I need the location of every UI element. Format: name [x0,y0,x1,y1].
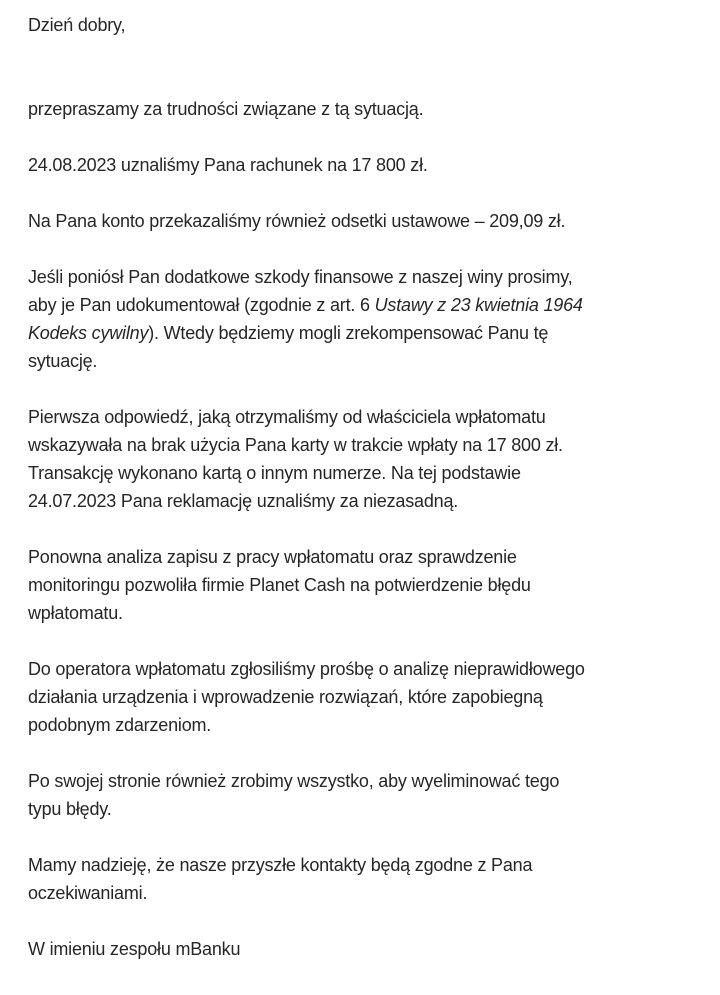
paragraph-refund: 24.08.2023 uznaliśmy Pana rachunek na 17 800 zł. [28,155,428,175]
greeting: Dzień dobry, [28,15,126,35]
law-citation: Ustawy z 23 kwietnia 1964 [374,295,583,315]
paragraph-damages: Jeśli poniósł Pan dodatkowe szkody finansowe z naszej winy prosimy, aby je Pan udokumentował (zgodnie z art. 6 Ustawy z 23 kwietnia 1964 Kodeks cywilny). Wtedy będziemy mogli zrekompensować Panu tę sytuację. [28,267,583,371]
paragraph-interest: Na Pana konto przekazaliśmy również odsetki ustawowe – 209,09 zł. [28,211,566,231]
law-citation: Kodeks cywilny [28,323,149,343]
letter-body [28,11,585,963]
paragraph-commitment: Po swojej stronie również zrobimy wszystko, aby wyeliminować tego typu błędy. [28,771,560,819]
signature: W imieniu zespołu mBanku [28,939,241,959]
paragraph-apology: przepraszamy za trudności związane z tą sytuacją. [28,99,424,119]
paragraph-operator: Do operatora wpłatomatu zgłosiliśmy prośbę o analizę nieprawidłowego działania urządzenia i wprowadzenie rozwiązań, które zapobiegną podobnym zdarzeniom. [28,659,585,735]
paragraph-reanalysis: Ponowna analiza zapisu z pracy wpłatomatu oraz sprawdzenie monitoringu pozwoliła firmie Planet Cash na potwierdzenie błędu wpłatomatu. [28,547,531,623]
paragraph-closing: Mamy nadzieję, że nasze przyszłe kontakty będą zgodne z Pana oczekiwaniami. [28,855,533,903]
paragraph-first-response: Pierwsza odpowiedź, jaką otrzymaliśmy od właściciela wpłatomatu wskazywała na brak użycia Pana karty w trakcie wpłaty na 17 800 zł. Transakcję wykonano kartą o innym numerze. Na tej podstawie 24.07.2023 Pana reklamację uznaliśmy za niezasadną. [28,407,563,511]
